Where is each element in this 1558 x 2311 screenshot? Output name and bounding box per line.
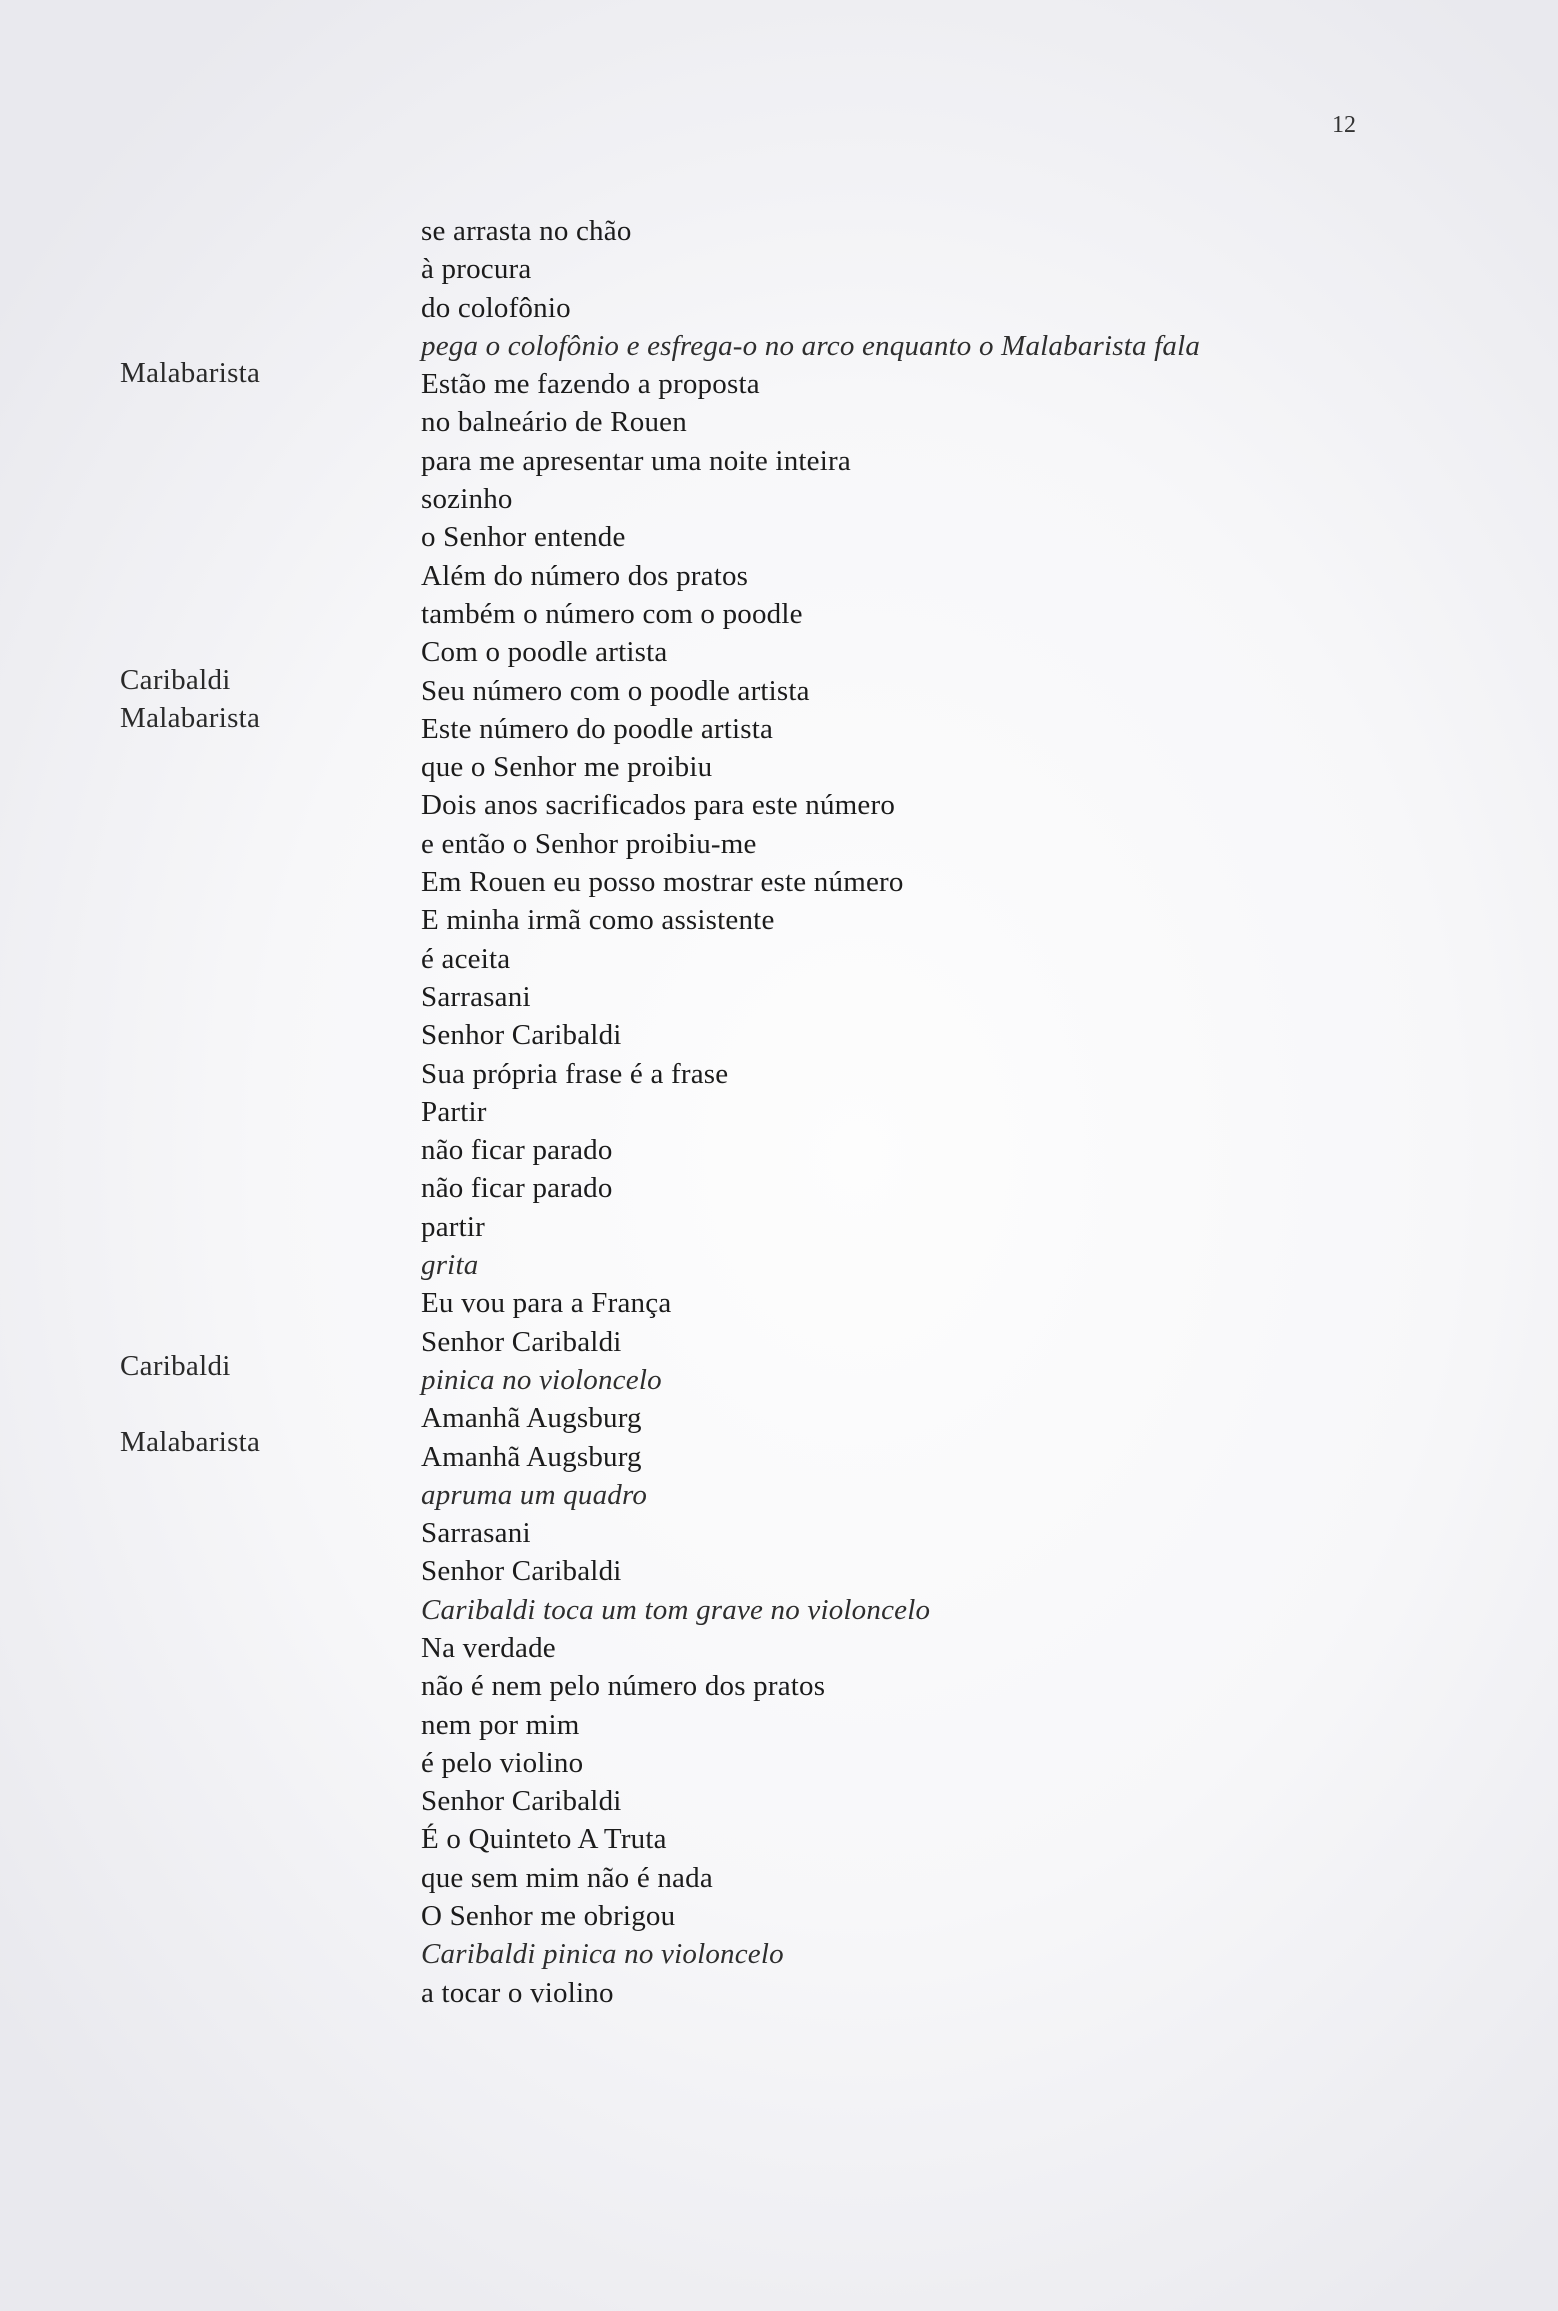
dialogue-line: Sarrasani — [421, 1517, 531, 1550]
dialogue-line: nem por mim — [421, 1708, 580, 1741]
speaker-name: Malabarista — [120, 357, 261, 389]
dialogue-line: para me apresentar uma noite inteira — [421, 444, 851, 477]
dialogue-line: que sem mim não é nada — [421, 1861, 713, 1894]
dialogue-line: E minha irmã como assistente — [421, 904, 775, 937]
speaker-name: Caribaldi — [120, 1350, 231, 1382]
dialogue-line: Senhor Caribaldi — [421, 1555, 622, 1588]
dialogue-line: É o Quinteto A Truta — [421, 1823, 667, 1856]
dialogue-line: à procura — [421, 253, 532, 286]
dialogue-line: também o número com o poodle — [421, 597, 803, 630]
dialogue-line: a tocar o violino — [421, 1976, 614, 2009]
dialogue-line: Em Rouen eu posso mostrar este número — [421, 866, 904, 899]
dialogue-line: não é nem pelo número dos pratos — [421, 1670, 826, 1703]
dialogue-line: Sarrasani — [421, 980, 531, 1013]
dialogue-line: Amanhã Augsburg — [421, 1402, 642, 1435]
dialogue-line: Este número do poodle artista — [421, 712, 774, 745]
dialogue-line: no balneário de Rouen — [421, 406, 687, 439]
stage-direction: pega o colofônio e esfrega-o no arco enquanto o Malabarista fala — [421, 329, 1201, 362]
dialogue-line: Seu número com o poodle artista — [421, 674, 810, 707]
dialogue-line: Dois anos sacrificados para este número — [421, 789, 896, 822]
stage-direction: apruma um quadro — [421, 1478, 648, 1511]
dialogue-line: Na verdade — [421, 1631, 556, 1664]
dialogue-line: o Senhor entende — [421, 521, 626, 554]
stage-direction: Caribaldi toca um tom grave no violoncelo — [421, 1593, 931, 1626]
speaker-column — [120, 0, 400, 2311]
dialogue-line: Sua própria frase é a frase — [421, 1057, 729, 1090]
stage-direction: grita — [421, 1249, 479, 1282]
dialogue-line: não ficar parado — [421, 1172, 613, 1205]
stage-direction: pinica no violoncelo — [421, 1363, 662, 1396]
dialogue-line: Amanhã Augsburg — [421, 1440, 642, 1473]
dialogue-line: Além do número dos pratos — [421, 559, 749, 592]
dialogue-line: Senhor Caribaldi — [421, 1785, 622, 1818]
dialogue-line: é pelo violino — [421, 1746, 584, 1779]
page-number: 12 — [1332, 112, 1356, 138]
speaker-name: Caribaldi — [120, 664, 231, 696]
dialogue-line: Estão me fazendo a proposta — [421, 368, 760, 401]
dialogue-line: é aceita — [421, 942, 511, 975]
dialogue-line: que o Senhor me proibiu — [421, 751, 713, 784]
speaker-name: Malabarista — [120, 1426, 261, 1458]
dialogue-line: não ficar parado — [421, 1134, 613, 1167]
dialogue-line: Com o poodle artista — [421, 636, 668, 669]
stage-direction: Caribaldi pinica no violoncelo — [421, 1938, 784, 1971]
dialogue-line: O Senhor me obrigou — [421, 1900, 676, 1933]
dialogue-line: sozinho — [421, 483, 513, 516]
dialogue-column — [421, 212, 1521, 2012]
dialogue-line: Senhor Caribaldi — [421, 1019, 622, 1052]
dialogue-line: Eu vou para a França — [421, 1287, 672, 1320]
speaker-name: Malabarista — [120, 702, 261, 734]
dialogue-line: Partir — [421, 1095, 487, 1128]
dialogue-line: do colofônio — [421, 291, 571, 324]
dialogue-line: e então o Senhor proibiu-me — [421, 827, 757, 860]
dialogue-line: partir — [421, 1210, 486, 1243]
dialogue-line: se arrasta no chão — [421, 215, 632, 247]
dialogue-line: Senhor Caribaldi — [421, 1325, 622, 1358]
